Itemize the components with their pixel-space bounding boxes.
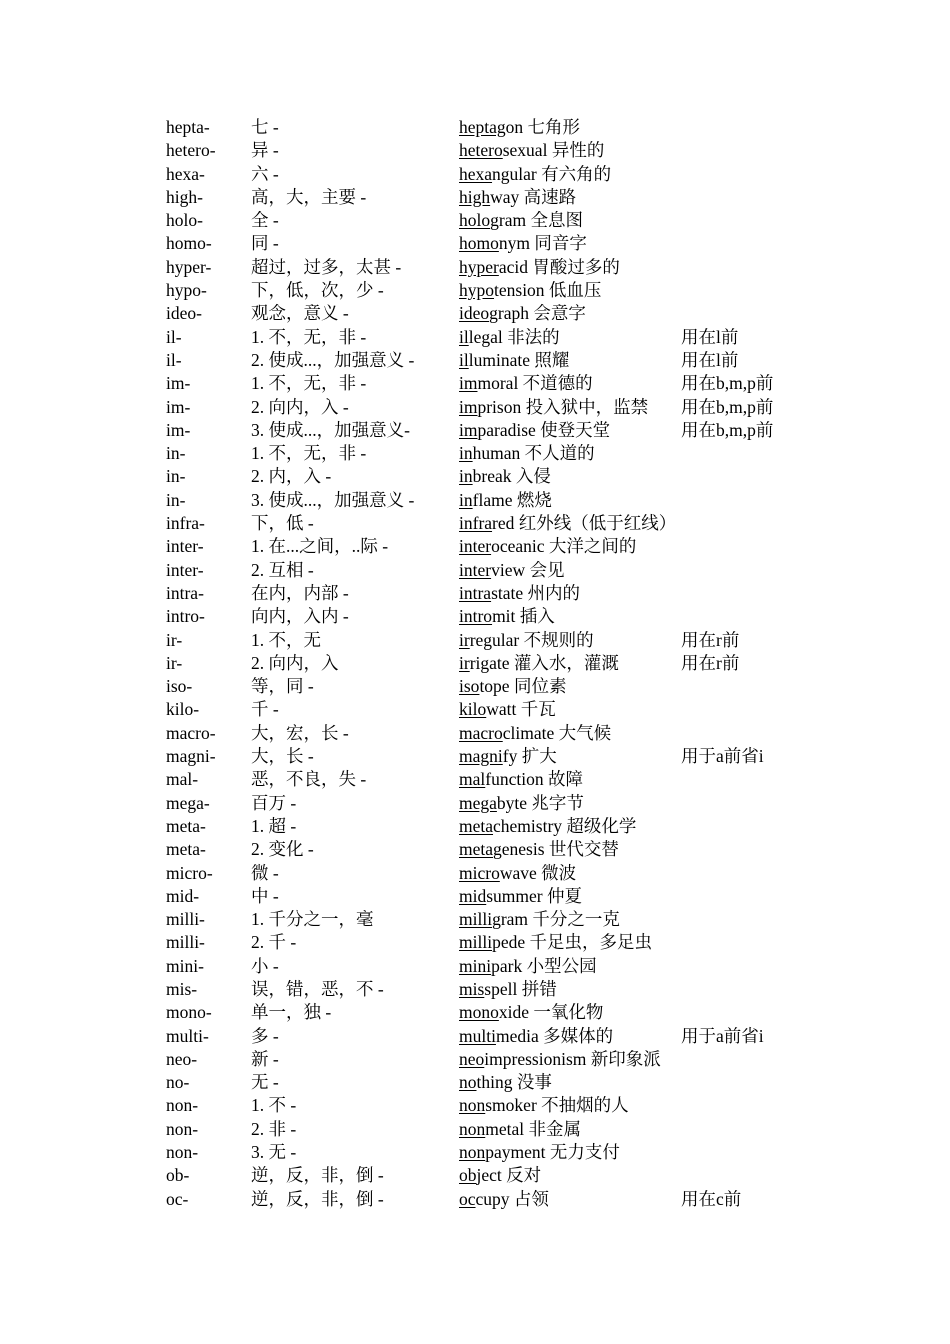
example-rest: regular 不规则的	[469, 629, 594, 650]
example-prefix-underlined: non	[459, 1095, 486, 1116]
table-row	[166, 629, 806, 652]
meaning-cell: 中 -	[251, 885, 279, 906]
prefix-cell: intro-	[166, 606, 205, 627]
table-row	[166, 1094, 806, 1117]
meaning-cell: 六 -	[251, 163, 279, 184]
example-cell	[459, 232, 587, 255]
example-cell	[459, 1118, 581, 1141]
table-row	[166, 349, 806, 372]
table-row	[166, 931, 806, 954]
example-rest: metal 非金属	[485, 1118, 581, 1139]
example-cell	[459, 1001, 603, 1024]
meaning-cell: 同 -	[251, 233, 279, 254]
example-cell	[459, 629, 594, 652]
meaning-cell: 2. 互相 -	[251, 559, 314, 580]
example-prefix-underlined: ir	[459, 652, 470, 673]
meaning-cell: 微 -	[251, 862, 279, 883]
example-prefix-underlined: ob	[459, 1165, 477, 1186]
example-prefix-underlined: neo	[459, 1048, 485, 1069]
example-rest: paradise 使登天堂	[477, 419, 611, 440]
table-row	[166, 605, 806, 628]
example-rest: impressionism 新印象派	[484, 1048, 661, 1069]
table-row	[166, 745, 806, 768]
example-prefix-underlined: mega	[459, 792, 497, 813]
usage-note-cell: 用在r前	[681, 652, 740, 673]
example-rest: park 小型公园	[491, 955, 597, 976]
example-prefix-underlined: inter	[459, 559, 492, 580]
table-row	[166, 1048, 806, 1071]
table-row	[166, 1164, 806, 1187]
prefix-cell: macro-	[166, 722, 216, 743]
example-prefix-underlined: high	[459, 186, 491, 207]
example-rest: red 红外线（低于红线）	[492, 513, 677, 534]
table-row	[166, 465, 806, 488]
prefix-cell: milli-	[166, 909, 205, 930]
prefix-cell: multi-	[166, 1025, 209, 1046]
prefix-cell: hepta-	[166, 117, 210, 137]
meaning-cell: 异 -	[251, 140, 279, 161]
table-row	[166, 768, 806, 791]
example-cell	[459, 605, 555, 628]
table-row	[166, 116, 806, 139]
example-prefix-underlined: in	[459, 489, 473, 510]
meaning-cell: 2. 使成...，加强意义 -	[251, 349, 415, 370]
example-rest: human 不人道的	[472, 443, 595, 464]
example-cell	[459, 256, 620, 279]
prefix-cell: mis-	[166, 978, 198, 999]
example-rest: acid 胃酸过多的	[498, 256, 620, 277]
example-rest: tension 低血压	[494, 280, 602, 301]
meaning-cell: 新 -	[251, 1048, 279, 1069]
example-prefix-underlined: ir	[459, 629, 470, 650]
prefix-cell: holo-	[166, 210, 203, 231]
meaning-cell: 千 -	[251, 699, 279, 720]
table-row	[166, 209, 806, 232]
example-prefix-underlined: hexa	[459, 163, 493, 184]
prefix-cell: in-	[166, 443, 186, 464]
example-cell	[459, 582, 580, 605]
example-prefix-underlined: in	[459, 443, 473, 464]
prefix-cell: micro-	[166, 862, 213, 883]
table-row	[166, 978, 806, 1001]
example-cell	[459, 349, 569, 372]
prefix-cell: iso-	[166, 676, 193, 697]
example-cell	[459, 792, 584, 815]
prefix-cell: neo-	[166, 1048, 198, 1069]
prefix-cell: mono-	[166, 1002, 212, 1023]
meaning-cell: 多 -	[251, 1025, 279, 1046]
prefix-cell: milli-	[166, 932, 205, 953]
prefix-cell: magni-	[166, 746, 216, 767]
usage-note-cell: 用于a前省i	[681, 1025, 764, 1046]
table-row	[166, 862, 806, 885]
meaning-cell: 1. 不，无	[251, 629, 321, 650]
example-cell	[459, 838, 619, 861]
meaning-cell: 七 -	[251, 117, 279, 137]
example-rest: wave 微波	[499, 862, 577, 883]
example-cell	[459, 489, 552, 512]
example-rest: gram 全息图	[490, 210, 583, 231]
example-rest: climate 大气候	[502, 722, 612, 743]
table-row	[166, 1001, 806, 1024]
example-rest: legal 非法的	[468, 326, 560, 347]
example-rest: nym 同音字	[498, 233, 587, 254]
table-row	[166, 675, 806, 698]
table-row	[166, 302, 806, 325]
example-rest: luminate 照耀	[468, 349, 570, 370]
table-row	[166, 1188, 806, 1211]
prefix-cell: non-	[166, 1142, 199, 1163]
example-rest: graph 会意字	[489, 303, 586, 324]
example-cell	[459, 465, 551, 488]
prefix-cell: im-	[166, 419, 191, 440]
example-rest: flame 燃烧	[472, 489, 552, 510]
meaning-cell: 3. 使成...，加强意义-	[251, 419, 410, 440]
example-rest: chemistry 超级化学	[493, 815, 637, 836]
example-rest: moral 不道德的	[477, 373, 593, 394]
example-prefix-underlined: oc	[459, 1188, 476, 1209]
example-prefix-underlined: holo	[459, 210, 491, 231]
meaning-cell: 下，低，次，少 -	[251, 280, 384, 301]
example-rest: fy 扩大	[502, 746, 557, 767]
example-rest: state 州内的	[491, 582, 581, 603]
example-cell	[459, 139, 604, 162]
usage-note-cell: 用在b,m,p前	[681, 396, 774, 417]
table-row	[166, 512, 806, 535]
prefix-cell: hetero-	[166, 140, 216, 161]
example-prefix-underlined: macro	[459, 722, 503, 743]
table-row	[166, 535, 806, 558]
usage-note-cell: 用在b,m,p前	[681, 373, 774, 394]
example-prefix-underlined: non	[459, 1142, 486, 1163]
meaning-cell: 1. 超 -	[251, 815, 297, 836]
example-prefix-underlined: infra	[459, 513, 493, 534]
example-prefix-underlined: mis	[459, 978, 485, 999]
example-prefix-underlined: homo	[459, 233, 499, 254]
prefix-cell: im-	[166, 396, 191, 417]
example-rest: smoker 不抽烟的人	[485, 1095, 629, 1116]
prefix-cell: hexa-	[166, 163, 205, 184]
example-cell	[459, 955, 597, 978]
example-prefix-underlined: mono	[459, 1002, 499, 1023]
example-prefix-underlined: mid	[459, 885, 487, 906]
example-prefix-underlined: im	[459, 373, 478, 394]
example-prefix-underlined: no	[459, 1072, 477, 1093]
prefix-cell: mega-	[166, 792, 210, 813]
example-rest: rigate 灌入水，灌溉	[469, 652, 619, 673]
prefix-cell: inter-	[166, 536, 204, 557]
example-rest: on 七角形	[505, 117, 581, 137]
meaning-cell: 向内，入内 -	[251, 606, 349, 627]
prefix-cell: il-	[166, 349, 182, 370]
example-cell	[459, 372, 593, 395]
meaning-cell: 2. 非 -	[251, 1118, 297, 1139]
meaning-cell: 1. 千分之一，毫	[251, 909, 374, 930]
prefix-cell: non-	[166, 1118, 199, 1139]
example-cell	[459, 559, 564, 582]
prefix-cell: in-	[166, 489, 186, 510]
example-cell	[459, 1094, 629, 1117]
meaning-cell: 逆，反，非，倒 -	[251, 1188, 384, 1209]
example-cell	[459, 1071, 552, 1094]
example-cell	[459, 931, 652, 954]
meaning-cell: 2. 向内，入	[251, 652, 339, 673]
example-rest: thing 没事	[476, 1072, 552, 1093]
example-cell	[459, 1188, 549, 1211]
example-cell	[459, 1164, 541, 1187]
example-prefix-underlined: mal	[459, 769, 486, 790]
usage-note-cell: 用在b,m,p前	[681, 419, 774, 440]
usage-note-cell: 用在c前	[681, 1188, 742, 1209]
example-prefix-underlined: hypo	[459, 280, 494, 301]
example-rest: gram 千分之一克	[492, 909, 620, 930]
example-rest: ject 反对	[476, 1165, 542, 1186]
example-cell	[459, 768, 583, 791]
example-cell	[459, 908, 620, 931]
table-row	[166, 792, 806, 815]
example-prefix-underlined: im	[459, 396, 478, 417]
meaning-cell: 1. 不，无，非 -	[251, 443, 367, 464]
table-row	[166, 722, 806, 745]
usage-note-cell: 用在r前	[681, 629, 740, 650]
example-cell	[459, 978, 557, 1001]
meaning-cell: 1. 不，无，非 -	[251, 326, 367, 347]
example-rest: sexual 异性的	[502, 140, 605, 161]
example-cell	[459, 419, 610, 442]
table-row	[166, 442, 806, 465]
example-prefix-underlined: multi	[459, 1025, 496, 1046]
example-prefix-underlined: hetero	[459, 140, 503, 161]
example-prefix-underlined: mini	[459, 955, 492, 976]
meaning-cell: 逆，反，非，倒 -	[251, 1165, 384, 1186]
meaning-cell: 单一，独 -	[251, 1002, 332, 1023]
table-row	[166, 1118, 806, 1141]
example-rest: mit 插入	[492, 606, 555, 627]
meaning-cell: 1. 不，无，非 -	[251, 373, 367, 394]
meaning-cell: 超过，过多，太甚 -	[251, 256, 402, 277]
table-row	[166, 232, 806, 255]
usage-note-cell: 用在l前	[681, 326, 739, 347]
example-prefix-underlined: il	[459, 326, 469, 347]
example-cell	[459, 442, 595, 465]
prefix-cell: ob-	[166, 1165, 190, 1186]
table-row	[166, 582, 806, 605]
meaning-cell: 在内，内部 -	[251, 582, 349, 603]
example-rest: spell 拼错	[484, 978, 557, 999]
prefix-cell: no-	[166, 1072, 190, 1093]
example-cell	[459, 116, 580, 139]
table-row	[166, 908, 806, 931]
prefix-cell: ir-	[166, 629, 183, 650]
example-cell	[459, 163, 611, 186]
meaning-cell: 2. 千 -	[251, 932, 297, 953]
table-row	[166, 186, 806, 209]
meaning-cell: 3. 使成...，加强意义 -	[251, 489, 415, 510]
example-rest: summer 仲夏	[486, 885, 582, 906]
example-prefix-underlined: heptag	[459, 117, 506, 137]
example-cell	[459, 512, 676, 535]
example-cell	[459, 1025, 613, 1048]
prefix-cell: non-	[166, 1095, 199, 1116]
table-row	[166, 163, 806, 186]
table-row	[166, 279, 806, 302]
example-prefix-underlined: intra	[459, 582, 492, 603]
example-rest: media 多媒体的	[495, 1025, 614, 1046]
table-row	[166, 955, 806, 978]
example-prefix-underlined: in	[459, 466, 473, 487]
table-row	[166, 419, 806, 442]
example-rest: byte 兆字节	[496, 792, 584, 813]
example-rest: prison 投入狱中，监禁	[477, 396, 649, 417]
prefix-cell: meta-	[166, 839, 206, 860]
meaning-cell: 2. 变化 -	[251, 839, 314, 860]
prefix-cell: il-	[166, 326, 182, 347]
table-row	[166, 1141, 806, 1164]
prefix-cell: mini-	[166, 955, 204, 976]
example-cell	[459, 302, 586, 325]
example-prefix-underlined: milli	[459, 909, 493, 930]
example-prefix-underlined: iso	[459, 676, 480, 697]
meaning-cell: 2. 向内，入 -	[251, 396, 349, 417]
prefix-cell: homo-	[166, 233, 212, 254]
example-rest: way 高速路	[490, 186, 577, 207]
example-cell	[459, 279, 601, 302]
example-rest: genesis 世代交替	[493, 839, 619, 860]
table-row	[166, 139, 806, 162]
prefix-cell: meta-	[166, 815, 206, 836]
example-rest: oceanic 大洋之间的	[491, 536, 637, 557]
example-prefix-underlined: micro	[459, 862, 500, 883]
example-cell	[459, 535, 636, 558]
prefix-cell: ir-	[166, 652, 183, 673]
example-prefix-underlined: non	[459, 1118, 486, 1139]
prefix-cell: mid-	[166, 885, 200, 906]
example-cell	[459, 326, 560, 349]
example-cell	[459, 396, 648, 419]
example-cell	[459, 862, 576, 885]
example-prefix-underlined: ideo	[459, 303, 490, 324]
meaning-cell: 下，低 -	[251, 513, 314, 534]
example-prefix-underlined: meta	[459, 815, 494, 836]
example-rest: xide 一氧化物	[498, 1002, 604, 1023]
example-rest: ngular 有六角的	[492, 163, 612, 184]
example-cell	[459, 1048, 661, 1071]
prefix-cell: ideo-	[166, 303, 202, 324]
example-prefix-underlined: milli	[459, 932, 493, 953]
meaning-cell: 无 -	[251, 1072, 279, 1093]
example-cell	[459, 722, 611, 745]
meaning-cell: 误，错，恶，不 -	[251, 978, 384, 999]
meaning-cell: 等，同 -	[251, 676, 314, 697]
meaning-cell: 全 -	[251, 210, 279, 231]
prefix-cell: inter-	[166, 559, 204, 580]
table-row	[166, 489, 806, 512]
meaning-cell: 恶，不良，失 -	[251, 769, 367, 790]
example-prefix-underlined: magni	[459, 746, 503, 767]
prefix-cell: hyper-	[166, 256, 212, 277]
example-cell	[459, 652, 619, 675]
table-row	[166, 698, 806, 721]
example-cell	[459, 675, 566, 698]
prefix-cell: intra-	[166, 582, 204, 603]
example-rest: cupy 占领	[475, 1188, 549, 1209]
prefix-cell: kilo-	[166, 699, 200, 720]
prefix-cell: mal-	[166, 769, 199, 790]
meaning-cell: 2. 内，入 -	[251, 466, 332, 487]
meaning-cell: 大，宏，长 -	[251, 722, 349, 743]
prefix-cell: high-	[166, 186, 203, 207]
example-prefix-underlined: hyper	[459, 256, 499, 277]
table-row	[166, 372, 806, 395]
example-prefix-underlined: im	[459, 419, 478, 440]
example-cell	[459, 209, 583, 232]
example-cell	[459, 1141, 620, 1164]
prefix-cell: infra-	[166, 513, 205, 534]
example-prefix-underlined: il	[459, 349, 469, 370]
table-row	[166, 1071, 806, 1094]
table-row	[166, 326, 806, 349]
table-row	[166, 256, 806, 279]
example-rest: break 入侵	[472, 466, 551, 487]
table-row	[166, 652, 806, 675]
meaning-cell: 小 -	[251, 955, 279, 976]
meaning-cell: 观念，意义 -	[251, 303, 349, 324]
example-prefix-underlined: intro	[459, 606, 493, 627]
example-rest: payment 无力支付	[485, 1142, 620, 1163]
prefix-table	[166, 116, 806, 1211]
table-row	[166, 885, 806, 908]
table-row	[166, 1025, 806, 1048]
example-prefix-underlined: kilo	[459, 699, 487, 720]
example-cell	[459, 885, 582, 908]
prefix-cell: hypo-	[166, 280, 207, 301]
meaning-cell: 高，大，主要 -	[251, 186, 367, 207]
example-prefix-underlined: meta	[459, 839, 494, 860]
table-row	[166, 838, 806, 861]
meaning-cell: 3. 无 -	[251, 1142, 297, 1163]
prefix-cell: in-	[166, 466, 186, 487]
example-rest: watt 千瓦	[486, 699, 556, 720]
meaning-cell: 1. 在...之间，..际 -	[251, 536, 389, 557]
example-cell	[459, 815, 636, 838]
example-rest: function 故障	[485, 769, 583, 790]
table-row	[166, 559, 806, 582]
example-cell	[459, 186, 576, 209]
example-rest: view 会见	[491, 559, 565, 580]
meaning-cell: 大，长 -	[251, 746, 314, 767]
example-cell	[459, 698, 556, 721]
meaning-cell: 百万 -	[251, 792, 297, 813]
table-row	[166, 815, 806, 838]
usage-note-cell: 用于a前省i	[681, 746, 764, 767]
usage-note-cell: 用在l前	[681, 349, 739, 370]
prefix-cell: im-	[166, 373, 191, 394]
table-row	[166, 396, 806, 419]
meaning-cell: 1. 不 -	[251, 1095, 297, 1116]
example-prefix-underlined: inter	[459, 536, 492, 557]
example-rest: tope 同位素	[479, 676, 567, 697]
prefix-cell: oc-	[166, 1188, 189, 1209]
example-rest: pede 千足虫，多足虫	[492, 932, 652, 953]
example-cell	[459, 745, 557, 768]
